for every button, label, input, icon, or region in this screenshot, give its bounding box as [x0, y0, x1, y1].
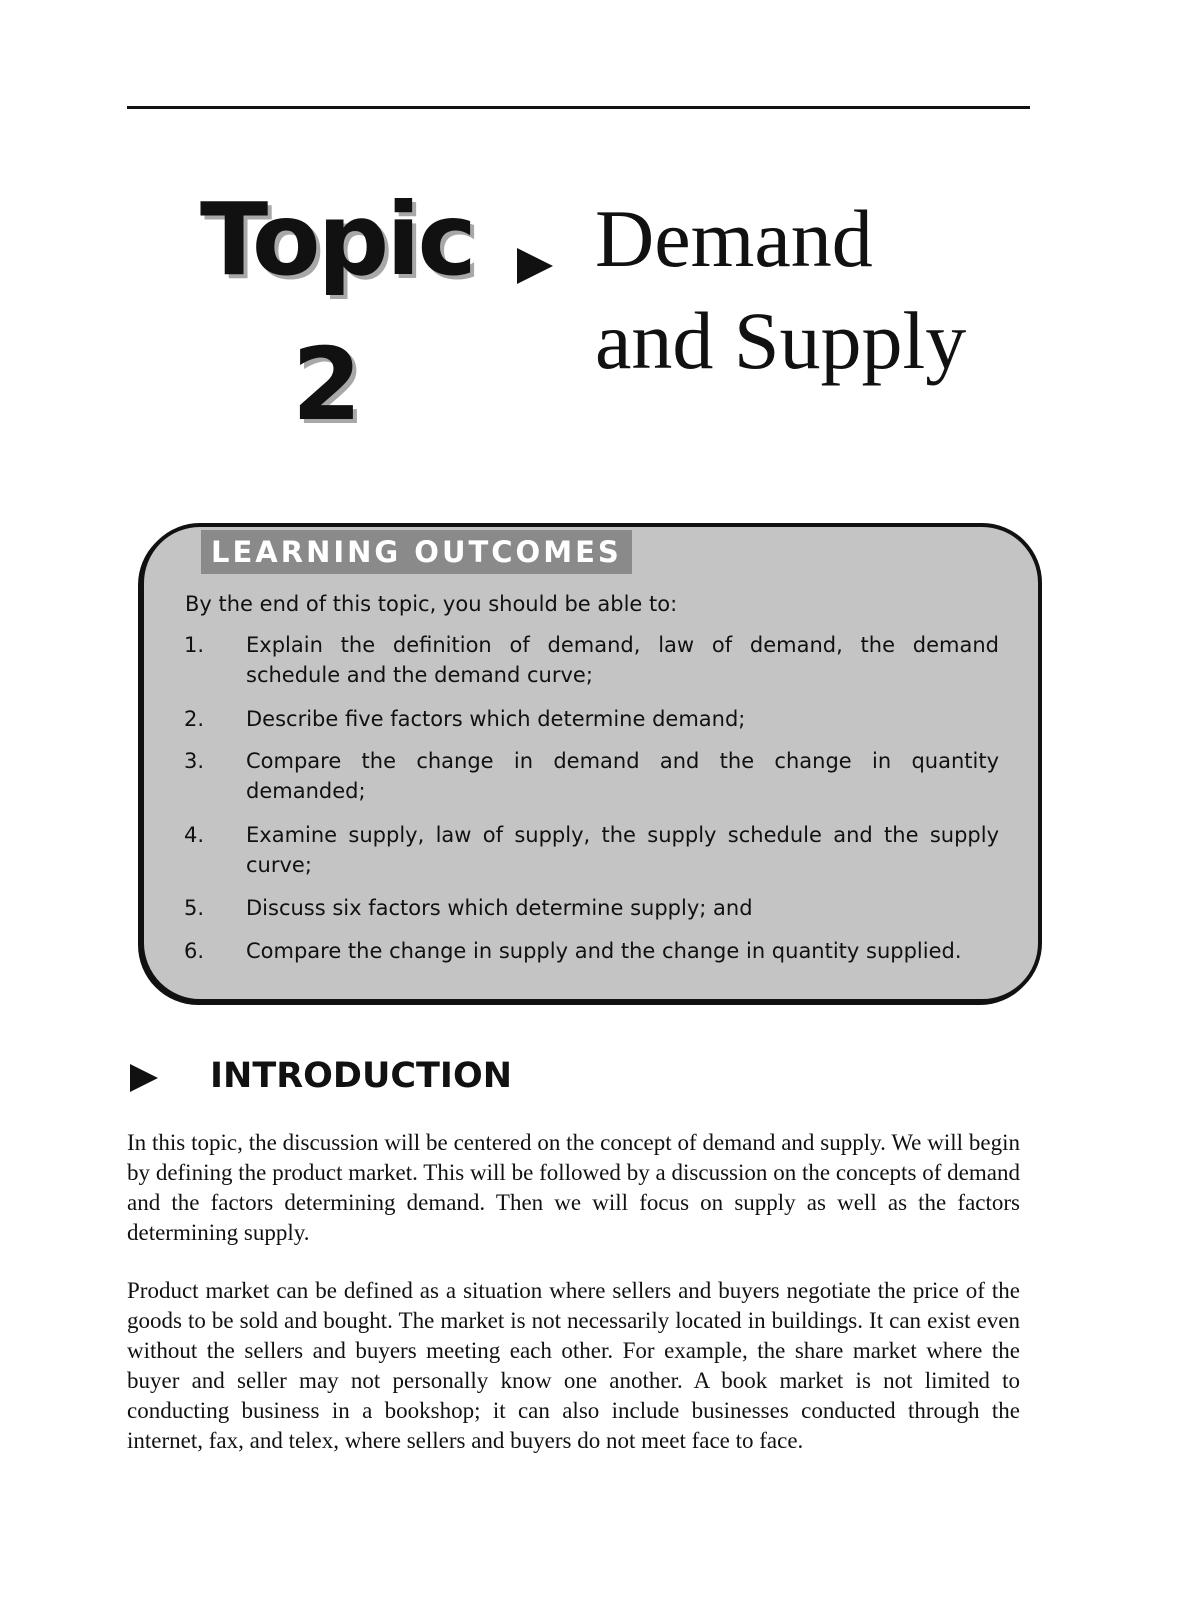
topic-label: Topic — [200, 181, 474, 298]
outcome-text: Describe five factors which determine demand; — [246, 707, 746, 731]
outcome-number: 1. — [184, 633, 205, 657]
outcome-text: Explain the definition of demand, law of demand, the demand schedule and the demand curve; — [246, 633, 999, 687]
outcome-text: Examine supply, law of supply, the supply schedule and the supply curve; — [246, 823, 999, 877]
outcome-number: 5. — [184, 896, 205, 920]
topic-title-line-2: and Supply — [595, 295, 967, 386]
topic-title-line-1: Demand — [595, 193, 873, 284]
outcome-item — [184, 704, 999, 734]
outcome-item — [184, 936, 999, 966]
learning-outcomes-heading: LEARNING OUTCOMES — [201, 530, 632, 574]
outcome-item — [184, 746, 999, 806]
outcome-item — [184, 630, 999, 690]
outcome-item — [184, 820, 999, 880]
outcome-item — [184, 893, 999, 923]
learning-outcomes-intro: By the end of this topic, you should be able to: — [185, 592, 678, 616]
outcome-number: 3. — [184, 749, 205, 773]
outcome-number: 6. — [184, 939, 205, 963]
outcome-number: 2. — [184, 707, 205, 731]
title-arrow-icon — [517, 248, 553, 284]
introduction-heading: INTRODUCTION — [210, 1056, 512, 1096]
top-rule — [127, 106, 1030, 109]
outcome-text: Discuss six factors which determine supply; and — [246, 896, 753, 920]
section-arrow-icon — [130, 1064, 158, 1092]
introduction-paragraph-2: Product market can be defined as a situation where sellers and buyers negotiate the price of the goods to be sold and bought. The market is not necessarily located in buildings. It can exist even without the sellers and buyers meeting each other. For example, the share market where the buyer and seller may not personally know one another. A book market is not limited to conducting business in a bookshop; it can also include businesses conducted through the internet, fax, and telex, where sellers and buyers do not meet face to face. — [127, 1278, 1020, 1453]
topic-number: 2 — [292, 326, 362, 443]
outcome-number: 4. — [184, 823, 205, 847]
outcome-text: Compare the change in demand and the change in quantity demanded; — [246, 749, 999, 803]
introduction-paragraph-1: In this topic, the discussion will be centered on the concept of demand and supply. We will begin by defining the product market. This will be followed by a discussion on the concepts of demand and the factors determining demand. Then we will focus on supply as well as the factors determining supply. — [127, 1130, 1020, 1245]
outcome-text: Compare the change in supply and the change in quantity supplied. — [246, 939, 962, 963]
